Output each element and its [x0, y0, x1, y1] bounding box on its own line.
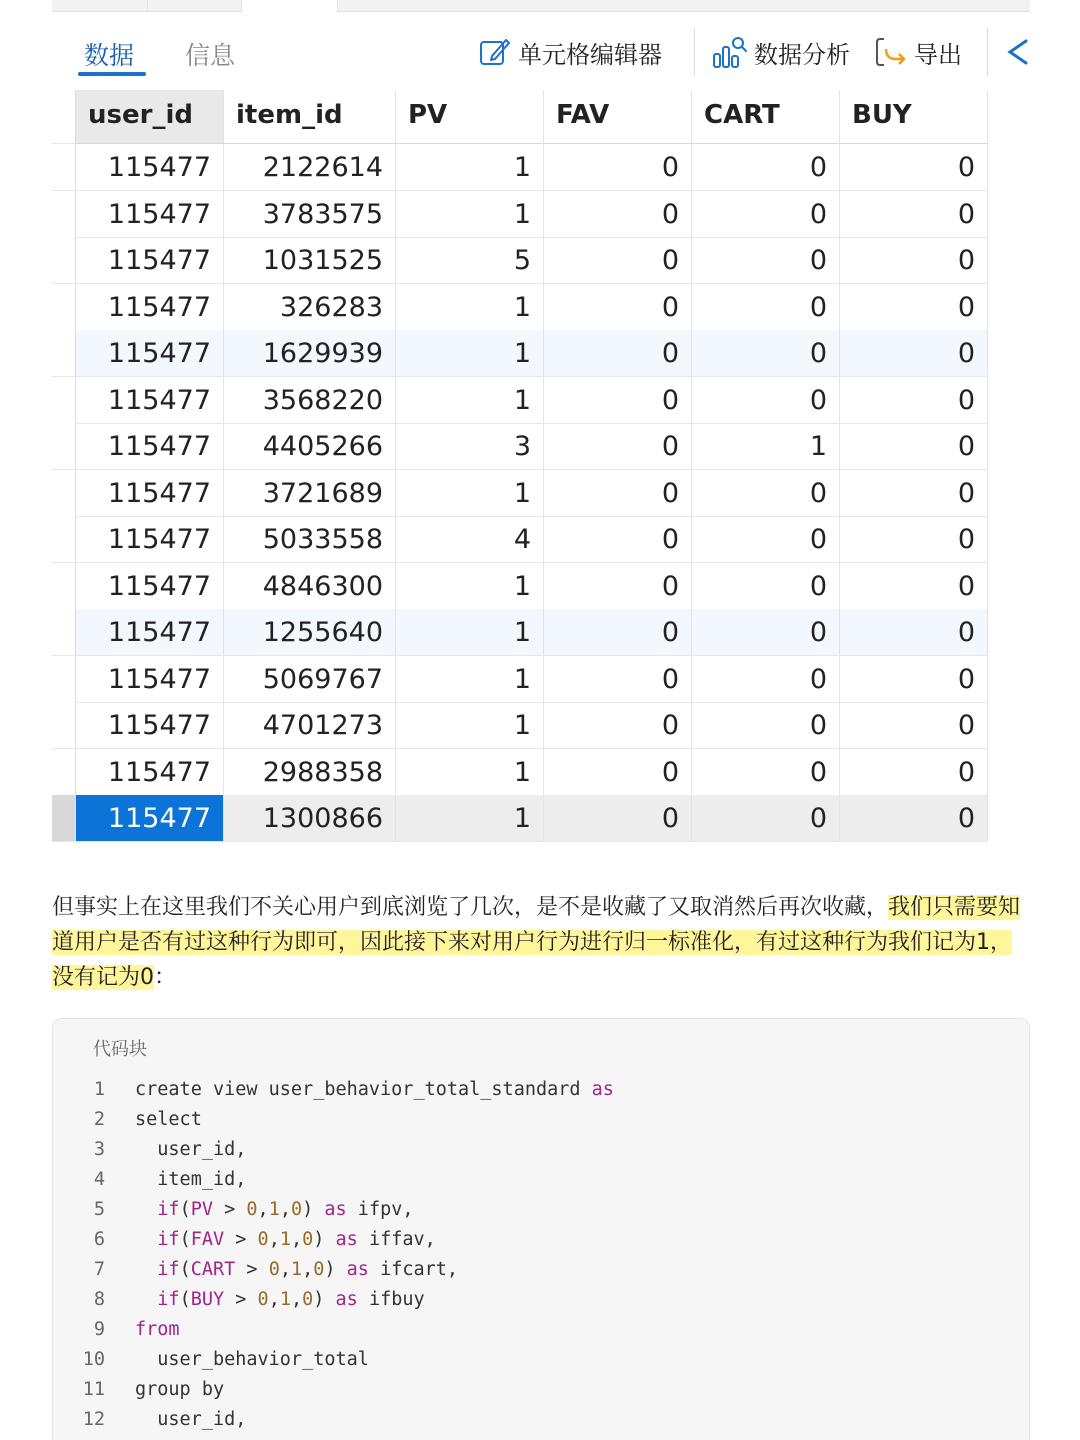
highlighted-text: 我们只需要知道用户是否有过这种行为即可，因此接下来对用户行为进行归一标准化，有过这种行为我们记为1，没有记为0: [52, 895, 1021, 990]
table-cell[interactable]: 0: [692, 609, 840, 656]
table-cell[interactable]: 3: [396, 423, 544, 470]
column-header-item-id[interactable]: item_id: [224, 90, 396, 144]
table-cell[interactable]: 0: [692, 749, 840, 796]
row-selector[interactable]: [52, 191, 76, 238]
table-cell[interactable]: 3783575: [224, 191, 396, 238]
editor-tab[interactable]: [148, 0, 242, 12]
explanation-paragraph: [52, 890, 1032, 995]
table-cell[interactable]: 0: [840, 423, 988, 470]
table-cell[interactable]: 115477: [76, 284, 224, 331]
column-header-fav[interactable]: FAV: [544, 90, 692, 144]
line-number: 4: [93, 1169, 105, 1190]
table-cell[interactable]: 115477: [76, 609, 224, 656]
table-cell[interactable]: 1300866: [224, 795, 396, 842]
line-number: 7: [93, 1259, 105, 1280]
code-line: [53, 1405, 1029, 1435]
tab-info[interactable]: 信息: [185, 41, 236, 70]
table-cell[interactable]: 4: [396, 516, 544, 563]
export-button[interactable]: [874, 34, 962, 70]
paragraph-text: 但事实上在这里我们不关心用户到底浏览了几次，是不是收藏了又取消然后再次收藏，: [52, 895, 889, 920]
row-selector[interactable]: [52, 795, 76, 842]
code-block-title: 代码块: [93, 1039, 147, 1060]
line-number: 1: [93, 1079, 105, 1100]
code-line: [53, 1345, 1029, 1375]
table-cell[interactable]: 1: [396, 749, 544, 796]
code-line: [53, 1255, 1029, 1285]
code-lines: [53, 1075, 1029, 1435]
table-cell[interactable]: 1: [396, 144, 544, 191]
code-text: from: [135, 1319, 180, 1340]
code-line: [53, 1375, 1029, 1405]
table-cell[interactable]: 0: [692, 330, 840, 377]
table-cell[interactable]: 0: [544, 191, 692, 238]
table-cell[interactable]: 1: [396, 609, 544, 656]
tab-data[interactable]: 数据: [84, 41, 135, 70]
table-cell[interactable]: 0: [840, 470, 988, 517]
table-cell[interactable]: 1: [396, 330, 544, 377]
table-cell[interactable]: 326283: [224, 284, 396, 331]
code-line: [53, 1225, 1029, 1255]
code-text: if(BUY > 0,1,0) as ifbuy: [157, 1289, 425, 1310]
row-selector[interactable]: [52, 702, 76, 749]
line-number: 9: [93, 1319, 105, 1340]
table-cell[interactable]: 115477: [76, 702, 224, 749]
table-cell[interactable]: 1: [692, 423, 840, 470]
table-cell[interactable]: 115477: [76, 516, 224, 563]
code-text: if(PV > 0,1,0) as ifpv,: [157, 1199, 414, 1220]
table-cell[interactable]: 5033558: [224, 516, 396, 563]
line-number: 8: [93, 1289, 105, 1310]
table-cell[interactable]: 115477: [76, 191, 224, 238]
table-cell[interactable]: 0: [544, 795, 692, 842]
result-toolbar: [52, 14, 1030, 90]
row-selector[interactable]: [52, 284, 76, 331]
table-cell[interactable]: 0: [840, 563, 988, 610]
table-cell[interactable]: 115477: [76, 330, 224, 377]
table-cell[interactable]: 1: [396, 284, 544, 331]
table-cell[interactable]: 0: [692, 516, 840, 563]
table-cell[interactable]: 0: [840, 330, 988, 377]
line-number: 3: [93, 1139, 105, 1160]
table-cell[interactable]: 2988358: [224, 749, 396, 796]
table-cell[interactable]: 0: [692, 795, 840, 842]
row-selector[interactable]: [52, 423, 76, 470]
table-cell[interactable]: 5: [396, 237, 544, 284]
row-selector[interactable]: [52, 470, 76, 517]
code-line: [53, 1285, 1029, 1315]
toolbar-divider: [694, 28, 695, 76]
code-line: [53, 1075, 1029, 1105]
table-cell[interactable]: 0: [840, 656, 988, 703]
table-cell[interactable]: 115477: [76, 656, 224, 703]
row-selector[interactable]: [52, 563, 76, 610]
chart-analysis-icon: [712, 34, 748, 70]
table-cell[interactable]: 0: [692, 656, 840, 703]
table-cell[interactable]: 1: [396, 470, 544, 517]
code-line: [53, 1105, 1029, 1135]
column-header-cart[interactable]: CART: [692, 90, 840, 144]
row-selector[interactable]: [52, 516, 76, 563]
table-cell[interactable]: 115477: [76, 144, 224, 191]
line-number: 2: [93, 1109, 105, 1130]
table-cell[interactable]: 0: [840, 144, 988, 191]
line-number: 10: [82, 1349, 105, 1370]
table-cell[interactable]: 0: [692, 284, 840, 331]
table-cell[interactable]: 115477: [76, 237, 224, 284]
code-line: [53, 1195, 1029, 1225]
cell-editor-label: 单元格编辑器: [518, 40, 662, 69]
row-selector[interactable]: [52, 237, 76, 284]
table-cell[interactable]: 0: [544, 656, 692, 703]
selected-cell[interactable]: 115477: [76, 795, 224, 842]
export-label: 导出: [914, 40, 962, 69]
editor-tab-strip: [52, 0, 1030, 12]
table-cell[interactable]: 0: [692, 470, 840, 517]
table-cell[interactable]: 0: [544, 423, 692, 470]
table-cell[interactable]: 115477: [76, 749, 224, 796]
line-number: 12: [82, 1409, 105, 1430]
row-header-corner: [52, 90, 76, 144]
export-icon: [874, 35, 908, 69]
table-cell[interactable]: 1: [396, 656, 544, 703]
arrow-icon: [1004, 35, 1030, 69]
line-number: 11: [82, 1379, 105, 1400]
code-line: [53, 1165, 1029, 1195]
table-cell[interactable]: 3568220: [224, 377, 396, 424]
table-cell[interactable]: 0: [544, 284, 692, 331]
table-cell[interactable]: 0: [840, 702, 988, 749]
code-line: [53, 1135, 1029, 1165]
code-text: item_id,: [135, 1169, 247, 1190]
code-text: group by: [135, 1379, 225, 1400]
active-tab-indicator: [78, 72, 146, 76]
table-cell[interactable]: 0: [692, 144, 840, 191]
table-cell[interactable]: 0: [692, 563, 840, 610]
table-cell[interactable]: 0: [840, 191, 988, 238]
table-cell[interactable]: 1: [396, 563, 544, 610]
table-cell[interactable]: 1: [396, 795, 544, 842]
table-cell[interactable]: 1: [396, 377, 544, 424]
table-cell[interactable]: 0: [840, 237, 988, 284]
column-header-buy[interactable]: BUY: [840, 90, 988, 144]
table-cell[interactable]: 0: [544, 237, 692, 284]
table-cell[interactable]: 0: [840, 516, 988, 563]
table-cell[interactable]: 4701273: [224, 702, 396, 749]
table-cell[interactable]: 0: [840, 609, 988, 656]
table-cell[interactable]: 0: [544, 144, 692, 191]
table-cell[interactable]: 1255640: [224, 609, 396, 656]
table-cell[interactable]: 0: [692, 191, 840, 238]
row-selector[interactable]: [52, 377, 76, 424]
row-selector[interactable]: [52, 144, 76, 191]
table-cell[interactable]: 0: [840, 377, 988, 424]
table-cell[interactable]: 3721689: [224, 470, 396, 517]
table-cell[interactable]: 4846300: [224, 563, 396, 610]
table-cell[interactable]: 0: [692, 237, 840, 284]
editor-tab[interactable]: [52, 0, 148, 12]
row-selector[interactable]: [52, 749, 76, 796]
edit-icon: [478, 35, 512, 69]
cell-editor-button[interactable]: [478, 34, 662, 70]
code-line: [53, 1315, 1029, 1345]
data-analysis-button[interactable]: [712, 34, 850, 70]
table-cell[interactable]: 0: [544, 749, 692, 796]
code-text: user_id,: [135, 1139, 247, 1160]
table-cell[interactable]: 0: [544, 377, 692, 424]
table-cell[interactable]: 0: [544, 702, 692, 749]
code-text: if(CART > 0,1,0) as ifcart,: [157, 1259, 459, 1280]
table-cell[interactable]: 1031525: [224, 237, 396, 284]
column-header-pv[interactable]: PV: [396, 90, 544, 144]
toolbar-divider: [987, 28, 988, 76]
column-header-user-id[interactable]: user_id: [76, 90, 224, 144]
table-cell[interactable]: 0: [840, 795, 988, 842]
row-selector[interactable]: [52, 609, 76, 656]
table-cell[interactable]: 0: [544, 516, 692, 563]
paragraph-tail: ：: [154, 965, 177, 990]
table-cell[interactable]: 115477: [76, 423, 224, 470]
table-cell[interactable]: 4405266: [224, 423, 396, 470]
table-cell[interactable]: 2122614: [224, 144, 396, 191]
row-selector[interactable]: [52, 656, 76, 703]
table-cell[interactable]: 0: [544, 470, 692, 517]
code-text: select: [135, 1109, 202, 1130]
table-cell[interactable]: 0: [840, 284, 988, 331]
table-cell[interactable]: 0: [692, 377, 840, 424]
table-cell[interactable]: 0: [544, 563, 692, 610]
more-tools-button[interactable]: [1004, 34, 1036, 70]
table-cell[interactable]: 115477: [76, 470, 224, 517]
code-block: [52, 1018, 1030, 1440]
code-text: create view user_behavior_total_standard as: [135, 1079, 614, 1100]
table-cell[interactable]: 0: [840, 749, 988, 796]
table-cell[interactable]: 1629939: [224, 330, 396, 377]
table-cell[interactable]: 1: [396, 702, 544, 749]
table-cell[interactable]: 0: [544, 609, 692, 656]
line-number: 6: [93, 1229, 105, 1250]
code-text: if(FAV > 0,1,0) as iffav,: [157, 1229, 436, 1250]
data-analysis-label: 数据分析: [754, 40, 850, 69]
table-cell[interactable]: 5069767: [224, 656, 396, 703]
result-grid-panel: [52, 0, 1030, 868]
code-text: user_behavior_total: [135, 1349, 369, 1370]
table-cell[interactable]: 115477: [76, 563, 224, 610]
table-cell[interactable]: 1: [396, 191, 544, 238]
line-number: 5: [93, 1199, 105, 1220]
code-text: user_id,: [135, 1409, 247, 1430]
row-selector[interactable]: [52, 330, 76, 377]
table-cell[interactable]: 0: [544, 330, 692, 377]
table-cell[interactable]: 0: [692, 702, 840, 749]
editor-tab-active[interactable]: [242, 0, 338, 12]
table-cell[interactable]: 115477: [76, 377, 224, 424]
